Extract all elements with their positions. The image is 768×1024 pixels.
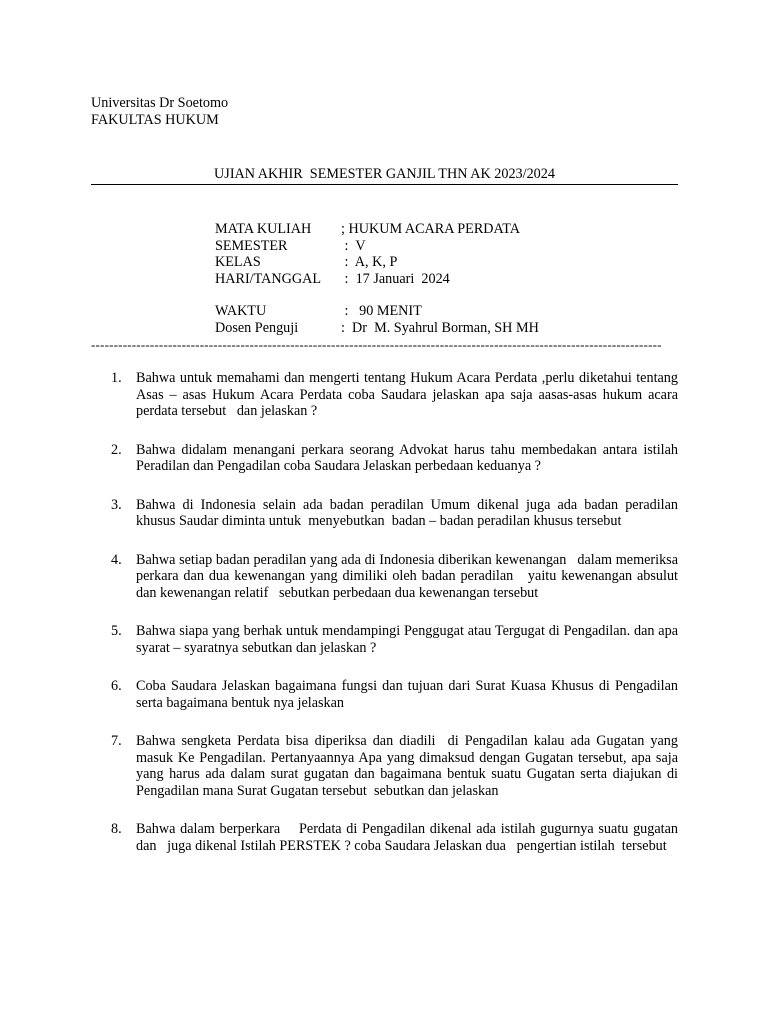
question-number: 5. — [111, 623, 122, 639]
question-item — [111, 623, 682, 656]
question-text: Bahwa untuk memahami dan mengerti tentang Hukum Acara Perdata ,perlu diketahui tentang Asas – asas Hukum Acara Perdata coba Saudara jelaskan apa saja aasas-asas hukum acara perdata tersebut dan jelaskan ? — [136, 370, 682, 419]
question-text: Bahwa sengketa Perdata bisa diperiksa dan diadili di Pengadilan kalau ada Gugatan yang masuk Ke Pengadilan. Pertanyaannya Apa yang dimaksud dengan Gugatan tersebut, apa saja yang harus ada dalam surat gugatan dan bagaimana bentuk suatu Gugatan serta diajukan di Pengadilan mana Surat Gugatan tersebut sebutkan dan jelaskan — [136, 733, 682, 799]
detail-label: HARI/TANGGAL — [215, 270, 322, 287]
spacer — [215, 287, 539, 303]
exam-details — [215, 221, 539, 336]
detail-label: SEMESTER — [215, 237, 288, 254]
university-name: Universitas Dr Soetomo — [91, 95, 229, 111]
exam-title: UJIAN AKHIR SEMESTER GANJIL THN AK 2023/2024 — [214, 166, 555, 182]
question-text: Bahwa siapa yang berhak untuk mendampingi Penggugat atau Tergugat di Pengadilan. dan apa syarat – syaratnya sebutkan dan jelaskan ? — [136, 623, 682, 656]
detail-value: ; HUKUM ACARA PERDATA — [341, 221, 520, 237]
question-item — [111, 496, 682, 530]
question-text: Bahwa didalam menangani perkara seorang Advokat harus tahu membedakan antara istilah Peradilan dan Pengadilan coba Saudara Jelaskan perbedaan keduanya ? — [136, 441, 682, 474]
question-item — [111, 821, 682, 854]
detail-row-date — [215, 271, 539, 288]
institution-header — [91, 95, 228, 128]
question-number: 1. — [111, 370, 122, 386]
detail-row-time — [215, 303, 539, 320]
question-number: 2. — [111, 441, 122, 458]
detail-row-course — [215, 221, 539, 238]
question-item — [111, 678, 682, 711]
detail-value: : 17 Januari 2024 — [341, 270, 450, 287]
question-number: 6. — [111, 678, 122, 694]
question-item — [111, 733, 682, 799]
title-underline — [91, 184, 678, 185]
question-item — [111, 551, 682, 602]
question-number: 7. — [111, 733, 122, 749]
question-text: Bahwa dalam berperkara Perdata di Pengadilan dikenal ada istilah gugurnya suatu gugatan dan juga dikenal Istilah PERSTEK ? coba Saudara Jelaskan dua pengertian istilah tersebut — [136, 821, 682, 854]
detail-label: Dosen Penguji — [215, 319, 299, 336]
question-text: Bahwa di Indonesia selain ada badan peradilan Umum dikenal juga ada badan peradilan khusus Saudar diminta untuk menyebutkan badan – badan peradilan khusus tersebut — [136, 496, 682, 529]
detail-row-semester — [215, 238, 539, 255]
question-number: 4. — [111, 551, 122, 568]
detail-label: KELAS — [215, 254, 261, 270]
dashed-separator: ------------------------------------------------------------------------------------------------------------------------------ — [91, 337, 662, 352]
detail-row-class — [215, 254, 539, 271]
detail-value: : V — [341, 237, 366, 254]
question-text: Coba Saudara Jelaskan bagaimana fungsi dan tujuan dari Surat Kuasa Khusus di Pengadilan serta bagaimana bentuk nya jelaskan — [136, 678, 682, 711]
detail-row-examiner — [215, 320, 539, 337]
question-item — [111, 370, 682, 420]
question-number: 3. — [111, 496, 122, 513]
detail-label: MATA KULIAH — [215, 221, 312, 237]
detail-value: : 90 MENIT — [341, 303, 422, 319]
faculty-name: FAKULTAS HUKUM — [91, 111, 219, 128]
detail-value: : Dr M. Syahrul Borman, SH MH — [341, 319, 539, 336]
detail-label: WAKTU — [215, 303, 267, 319]
question-list — [111, 370, 682, 876]
question-item — [111, 441, 682, 475]
detail-value: : A, K, P — [341, 254, 398, 270]
question-number: 8. — [111, 821, 122, 837]
question-text: Bahwa setiap badan peradilan yang ada di Indonesia diberikan kewenangan dalam memeriksa perkara dan dua kewenangan yang dimiliki oleh badan peradilan yaitu kewenangan absulut dan kewenangan relatif sebutkan perbedaan dua kewenangan tersebut — [136, 551, 682, 601]
